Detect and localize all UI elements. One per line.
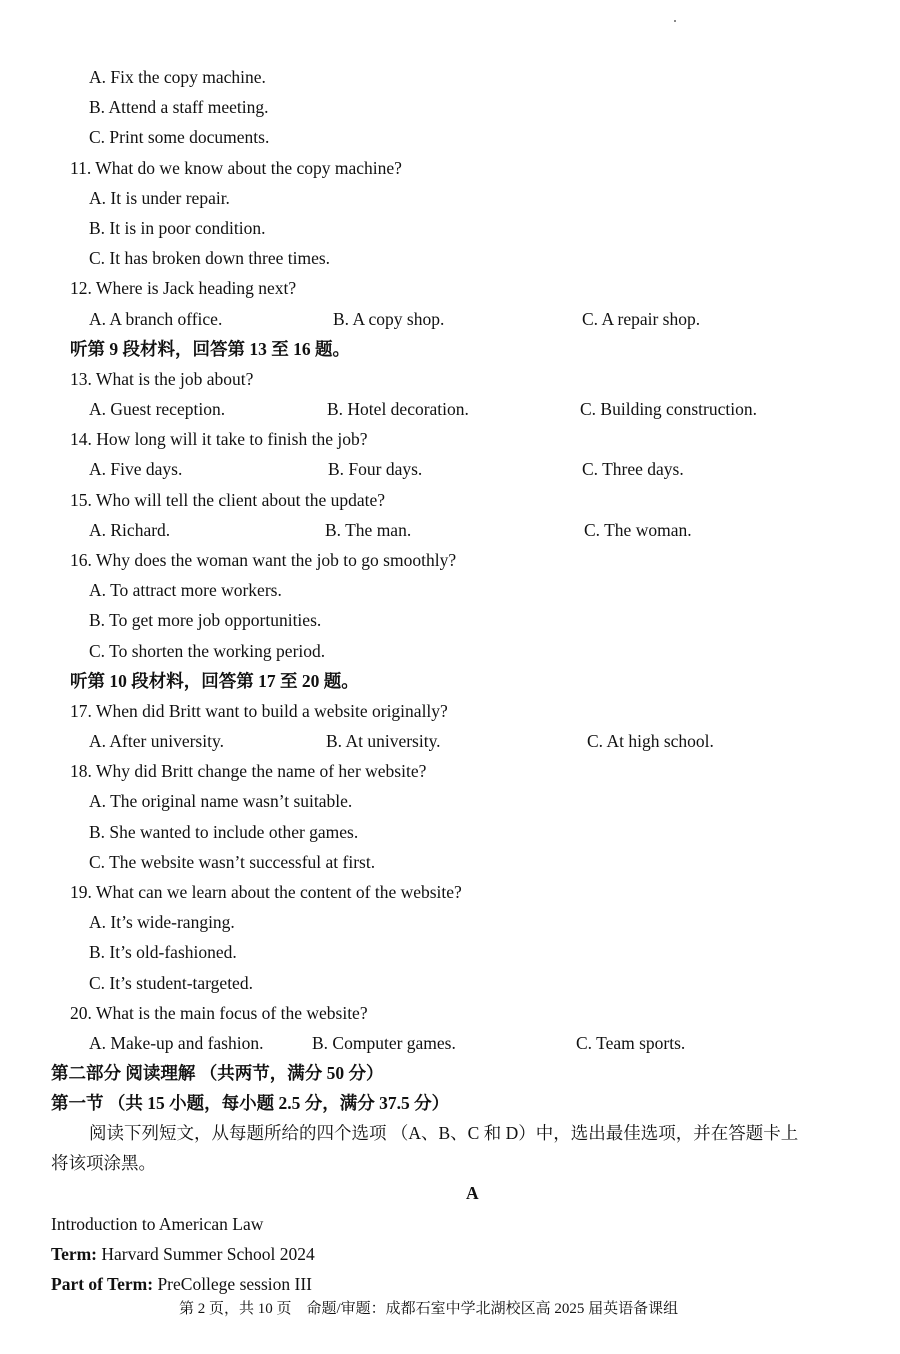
q20-option-c: C. Team sports.	[576, 1033, 686, 1053]
q16-option-b: B. To get more job opportunities.	[89, 610, 322, 630]
q18-option-a: A. The original name wasn’t suitable.	[89, 791, 353, 811]
term-line	[51, 1243, 315, 1265]
q20-option-a: A. Make-up and fashion.	[89, 1033, 264, 1053]
page-footer: 第 2 页，共 10 页 命题/审题：成都石室中学北湖校区高 2025 届英语备课组	[179, 1301, 679, 1317]
section-10-heading: 听第 10 段材料，回答第 17 至 20 题。	[70, 671, 359, 691]
instructions-line-2: 将该项涂黑。	[51, 1153, 156, 1173]
q19-option-a: A. It’s wide-ranging.	[89, 912, 235, 932]
q18-option-c: C. The website wasn’t successful at first.	[89, 852, 376, 872]
q13-stem: 13. What is the job about?	[70, 369, 254, 389]
q12-option-c: C. A repair shop.	[582, 309, 701, 329]
q10-option-c: C. Print some documents.	[89, 127, 270, 147]
q16-option-c: C. To shorten the working period.	[89, 641, 326, 661]
instructions-line-1: 阅读下列短文，从每题所给的四个选项 （A、B、C 和 D）中，选出最佳选项，并在答题卡上	[89, 1123, 799, 1143]
q17-stem: 17. When did Britt want to build a website originally?	[70, 701, 448, 721]
q16-stem: 16. Why does the woman want the job to go smoothly?	[70, 550, 457, 570]
q20-option-b: B. Computer games.	[312, 1033, 456, 1053]
q10-option-a: A. Fix the copy machine.	[89, 67, 266, 87]
term-label: Term:	[51, 1244, 98, 1264]
q14-option-c: C. Three days.	[582, 459, 684, 479]
q19-stem: 19. What can we learn about the content of the website?	[70, 882, 462, 902]
part-of-term-label: Part of Term:	[51, 1274, 154, 1294]
q13-option-b: B. Hotel decoration.	[327, 399, 469, 419]
term-value: Harvard Summer School 2024	[97, 1244, 315, 1264]
q14-option-a: A. Five days.	[89, 459, 183, 479]
scan-speck	[674, 20, 676, 22]
passage-letter: A	[466, 1183, 479, 1203]
q18-stem: 18. Why did Britt change the name of her website?	[70, 761, 427, 781]
q17-option-a: A. After university.	[89, 731, 224, 751]
part-2-heading: 第二部分 阅读理解 （共两节，满分 50 分）	[51, 1063, 384, 1083]
q19-option-b: B. It’s old-fashioned.	[89, 942, 237, 962]
q11-stem: 11. What do we know about the copy machine?	[70, 158, 402, 178]
q15-stem: 15. Who will tell the client about the update?	[70, 490, 386, 510]
q11-option-c: C. It has broken down three times.	[89, 248, 331, 268]
section-9-heading: 听第 9 段材料，回答第 13 至 16 题。	[70, 339, 350, 359]
q11-option-a: A. It is under repair.	[89, 188, 230, 208]
q18-option-b: B. She wanted to include other games.	[89, 822, 359, 842]
q12-stem: 12. Where is Jack heading next?	[70, 278, 297, 298]
section-1-heading: 第一节 （共 15 小题，每小题 2.5 分，满分 37.5 分）	[51, 1093, 450, 1113]
q12-option-b: B. A copy shop.	[333, 309, 445, 329]
q15-option-a: A. Richard.	[89, 520, 171, 540]
q15-option-c: C. The woman.	[584, 520, 692, 540]
q14-stem: 14. How long will it take to finish the job?	[70, 429, 368, 449]
q19-option-c: C. It’s student-targeted.	[89, 973, 253, 993]
q10-option-b: B. Attend a staff meeting.	[89, 97, 269, 117]
passage-title: Introduction to American Law	[51, 1214, 264, 1234]
q11-option-b: B. It is in poor condition.	[89, 218, 266, 238]
q14-option-b: B. Four days.	[328, 459, 423, 479]
q16-option-a: A. To attract more workers.	[89, 580, 282, 600]
q13-option-c: C. Building construction.	[580, 399, 757, 419]
q13-option-a: A. Guest reception.	[89, 399, 226, 419]
q17-option-b: B. At university.	[326, 731, 441, 751]
q12-option-a: A. A branch office.	[89, 309, 223, 329]
q20-stem: 20. What is the main focus of the website?	[70, 1003, 368, 1023]
part-of-term-value: PreCollege session III	[153, 1274, 312, 1294]
q15-option-b: B. The man.	[325, 520, 412, 540]
q17-option-c: C. At high school.	[587, 731, 714, 751]
part-of-term-line	[51, 1273, 312, 1295]
